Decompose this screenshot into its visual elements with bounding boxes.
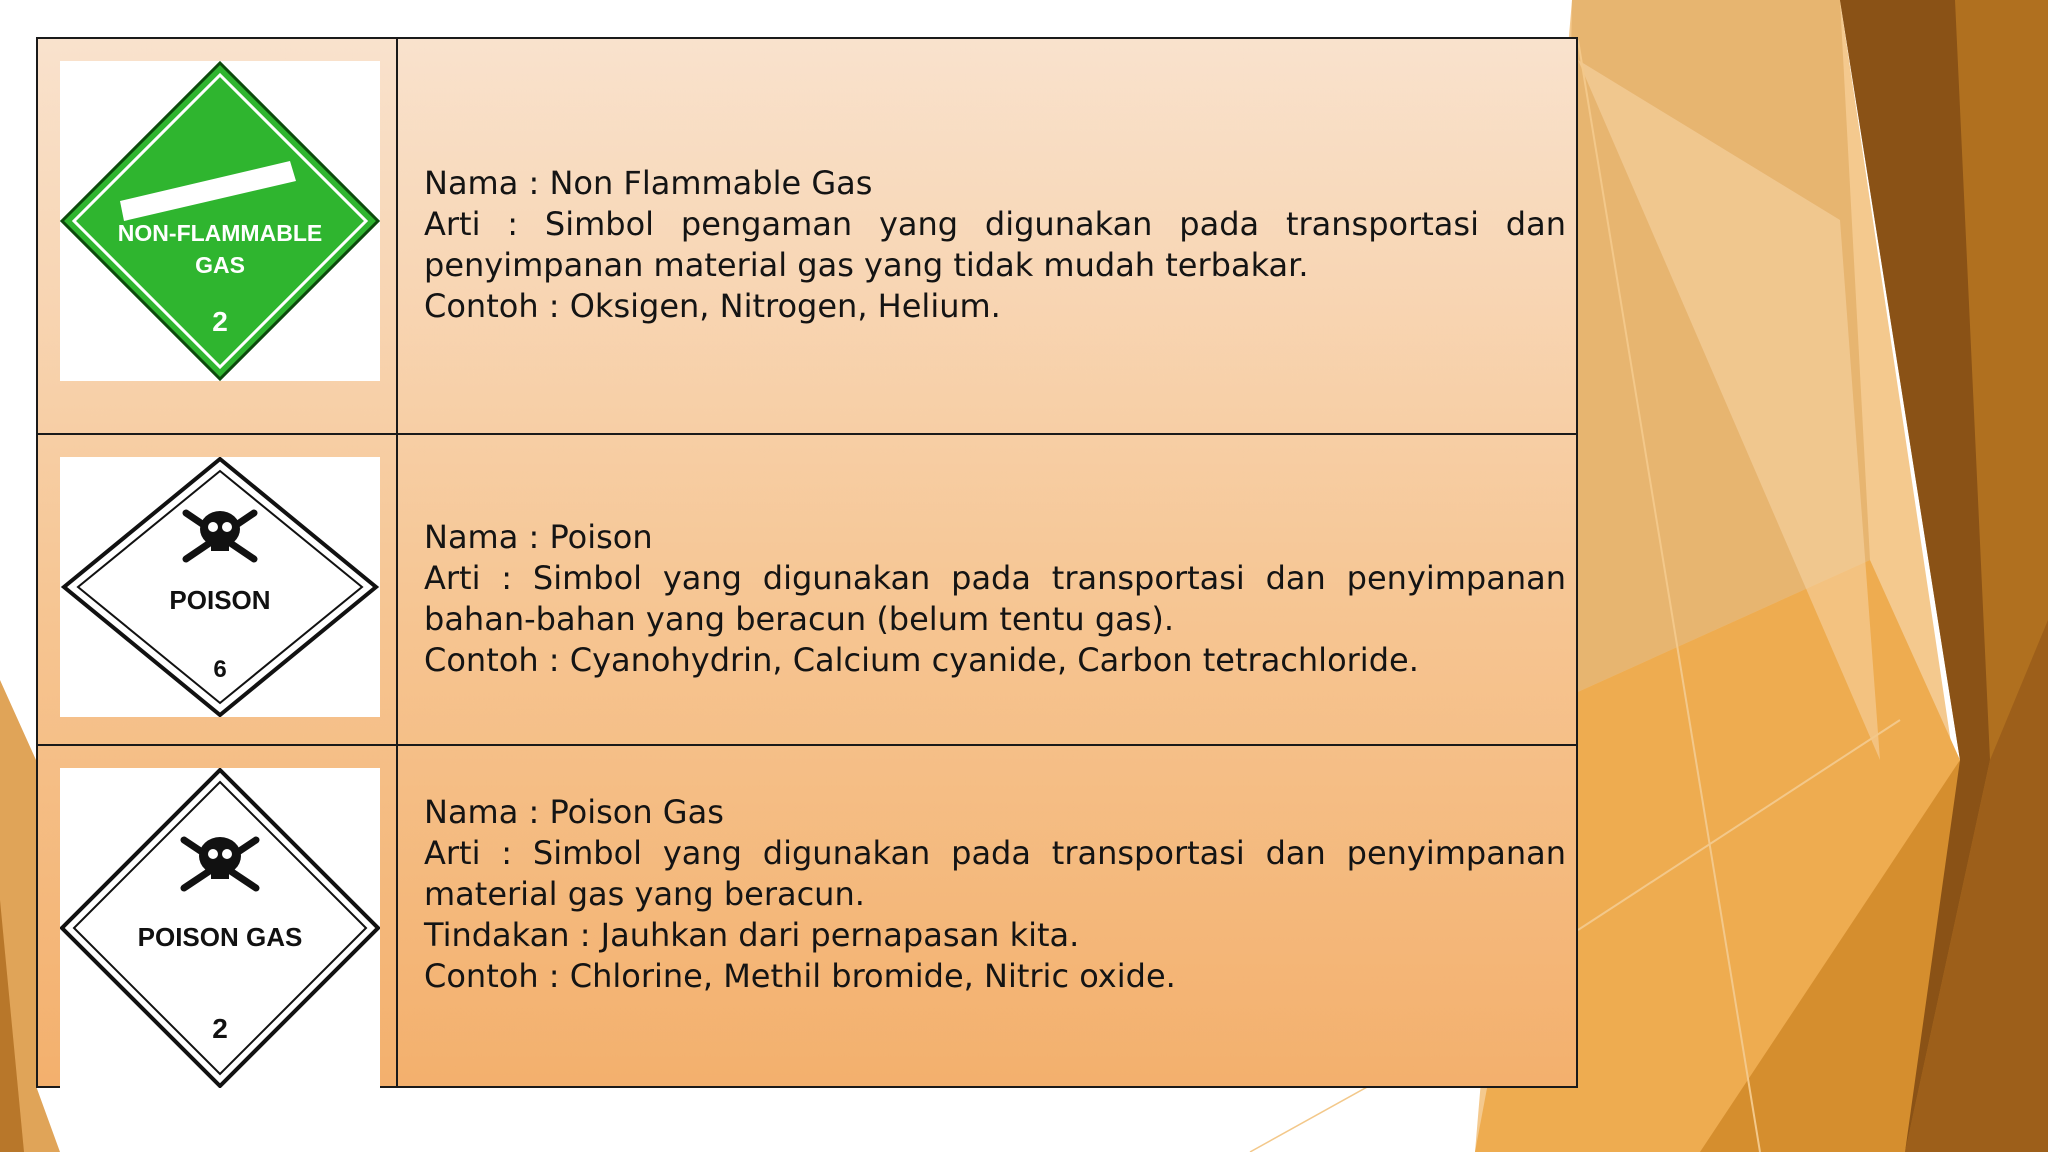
arti-text: Arti : Simbol pengaman yang digunakan pada transportasi dan penyimpanan material gas yang tidak mudah terbakar. [424,205,1566,284]
class-number: 2 [212,306,228,337]
class-number: 6 [213,656,227,683]
contoh-text: Contoh : Oksigen, Nitrogen, Helium. [424,287,1001,325]
nama-text: Nama : Poison Gas [424,793,724,831]
description-cell [397,434,1577,745]
nama-text: Nama : Poison [424,518,653,556]
table-row [37,745,1577,1087]
arti-text: Arti : Simbol yang digunakan pada transportasi dan penyimpanan material gas yang beracun. [424,834,1566,913]
hazard-symbols-table [36,37,1578,1088]
arti-text: Arti : Simbol yang digunakan pada transportasi dan penyimpanan bahan-bahan yang beracun (belum tentu gas). [424,559,1566,638]
table-row [37,38,1577,434]
label-text: GAS [195,252,245,278]
description-cell [397,38,1577,434]
tindakan-text: Tindakan : Jauhkan dari pernapasan kita. [424,916,1080,954]
label-text: NON-FLAMMABLE [117,220,323,246]
poison-gas-label [60,768,380,1088]
description-cell [397,745,1577,1087]
poison-label [60,457,380,717]
label-cell [37,38,397,434]
contoh-text: Contoh : Chlorine, Methil bromide, Nitric oxide. [424,957,1176,995]
poison-gas-icon [60,768,380,1088]
non-flammable-gas-label [60,61,380,381]
poison-icon [60,457,380,717]
label-text: POISON GAS [137,922,303,952]
label-cell [37,745,397,1087]
label-text: POISON [169,585,271,615]
contoh-text: Contoh : Cyanohydrin, Calcium cyanide, Carbon tetrachloride. [424,641,1419,679]
non-flammable-gas-icon [60,61,380,381]
nama-text: Nama : Non Flammable Gas [424,164,873,202]
table-row [37,434,1577,745]
class-number: 2 [212,1013,228,1044]
label-cell [37,434,397,745]
